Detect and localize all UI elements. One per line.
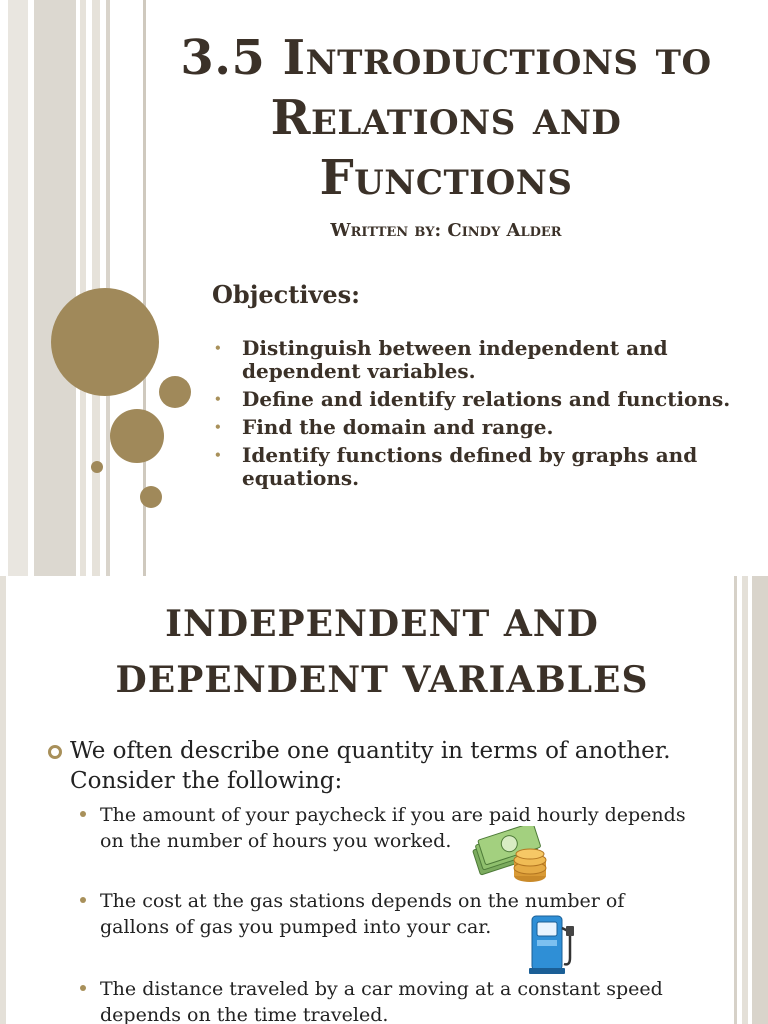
bullet-icon: •	[214, 448, 222, 462]
objective-item: • Identify functions defined by graphs and equations.	[214, 443, 698, 490]
decorative-circle	[51, 288, 159, 396]
author-line: Written by: Cindy Alder	[330, 220, 562, 241]
bullet-icon	[48, 745, 62, 759]
decorative-circle	[110, 409, 164, 463]
bullet-icon	[80, 811, 86, 817]
title-line: INDEPENDENT AND	[165, 603, 599, 645]
title-line: DEPENDENT VARIABLES	[115, 659, 649, 701]
objectives-heading: Objectives:	[212, 280, 361, 309]
main-point: We often describe one quantity in terms of another. Consider the following:	[48, 736, 720, 796]
slide-title: 3.5 Introductions to Relations and Functions	[180, 30, 712, 206]
example-item: The cost at the gas stations depends on the number of gallons of gas you pumped into your car.	[78, 888, 660, 940]
objective-item: • Distinguish between independent and dependent variables.	[214, 336, 668, 383]
money-and-coins-icon	[472, 826, 556, 886]
bullet-icon: •	[214, 392, 222, 406]
decorative-stripe	[752, 576, 768, 1024]
decorative-stripe	[34, 0, 76, 576]
objectives-list	[214, 337, 734, 495]
objective-item: • Find the domain and range.	[214, 415, 554, 439]
bullet-icon	[80, 897, 86, 903]
decorative-stripe	[734, 576, 737, 1024]
slide-2	[0, 576, 768, 1024]
decorative-stripe	[80, 0, 86, 576]
decorative-circle	[159, 376, 191, 408]
gas-pump-icon	[526, 912, 578, 976]
decorative-stripe	[8, 0, 28, 576]
objective-item: • Define and identify relations and functions.	[214, 387, 731, 411]
bullet-icon: •	[214, 420, 222, 434]
slide-title	[40, 596, 724, 708]
decorative-stripe	[0, 576, 6, 1024]
decorative-circle	[140, 486, 162, 508]
bullet-icon	[80, 985, 86, 991]
example-item: The distance traveled by a car moving at a constant speed depends on the time traveled.	[78, 976, 700, 1024]
example-item: The amount of your paycheck if you are paid hourly depends on the number of hours you worked.	[78, 802, 710, 854]
decorative-circle	[91, 461, 103, 473]
bullet-icon: •	[214, 341, 222, 355]
decorative-stripe	[742, 576, 748, 1024]
